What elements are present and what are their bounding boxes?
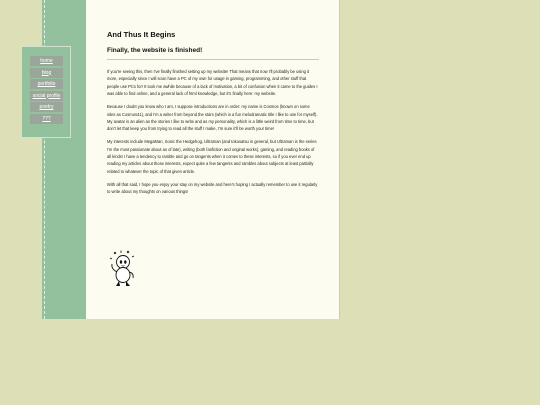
post-paragraph: With all that said, I hope you enjoy your stay on my website and here's hoping I actually remember to use it regularly to write about my thoughts on various things! (107, 181, 318, 195)
title-divider (107, 59, 319, 60)
post-paragraph: Because I doubt you know who I am, I suppose introductions are in order: my name is Cosmos (known on some sites as Cosmos41), and I'm a writer from beyond the stars (which is a fun melodramatic title I like to use for myself). My avatar is an alien as the stories I like to write and as my personality, which is a little weird from time to time, but don't let that keep you from trying to read all the stuff I make, I'm sure it'll be worth your time! (107, 104, 318, 132)
nav-link-blog[interactable]: blog (30, 68, 63, 78)
sidebar-nav (21, 46, 71, 138)
nav-link-social-profile[interactable]: social profile (30, 91, 63, 101)
nav-link-home[interactable]: home (30, 56, 63, 66)
site-title: And Thus It Begins (107, 30, 176, 39)
post-paragraph: If you're seeing this, then I've finally finished setting up my website! That means that now I'll probably be using it more, especially since I will soon have a PC of my own for usage in gaming, programming, and other stuff that people use PCs for! It took me awhile because of a lack of motivation, a bit of confusion when it came to the guides I was able to find online, and a general lack of html knowledge, but it's finally here: my website. (107, 69, 318, 97)
nav-link-mystery[interactable]: ??? (30, 114, 63, 124)
post-title: Finally, the website is finished! (107, 47, 203, 54)
alien-mascot-icon (107, 250, 137, 288)
main-content (86, 0, 340, 319)
nav-link-poetry[interactable]: poetry (30, 102, 63, 112)
nav-link-portfolio[interactable]: portfolio (30, 79, 63, 89)
post-paragraph: My interests include MegaMan, Sonic the Hedgehog, Ultraman (and tokusatsu in general, but Ultraman is the series I'm the most passionate about as of late), writing (both fanfiction and original works), gaming, and reading books of all kinds! I have a tendency to ramble and go on tangents when it comes to these interests, so if you ever end up reading my articles about those interests, expect quite a few tangents and rambles about subjects at least partially related to whatever the topic of that given article. (107, 139, 317, 174)
